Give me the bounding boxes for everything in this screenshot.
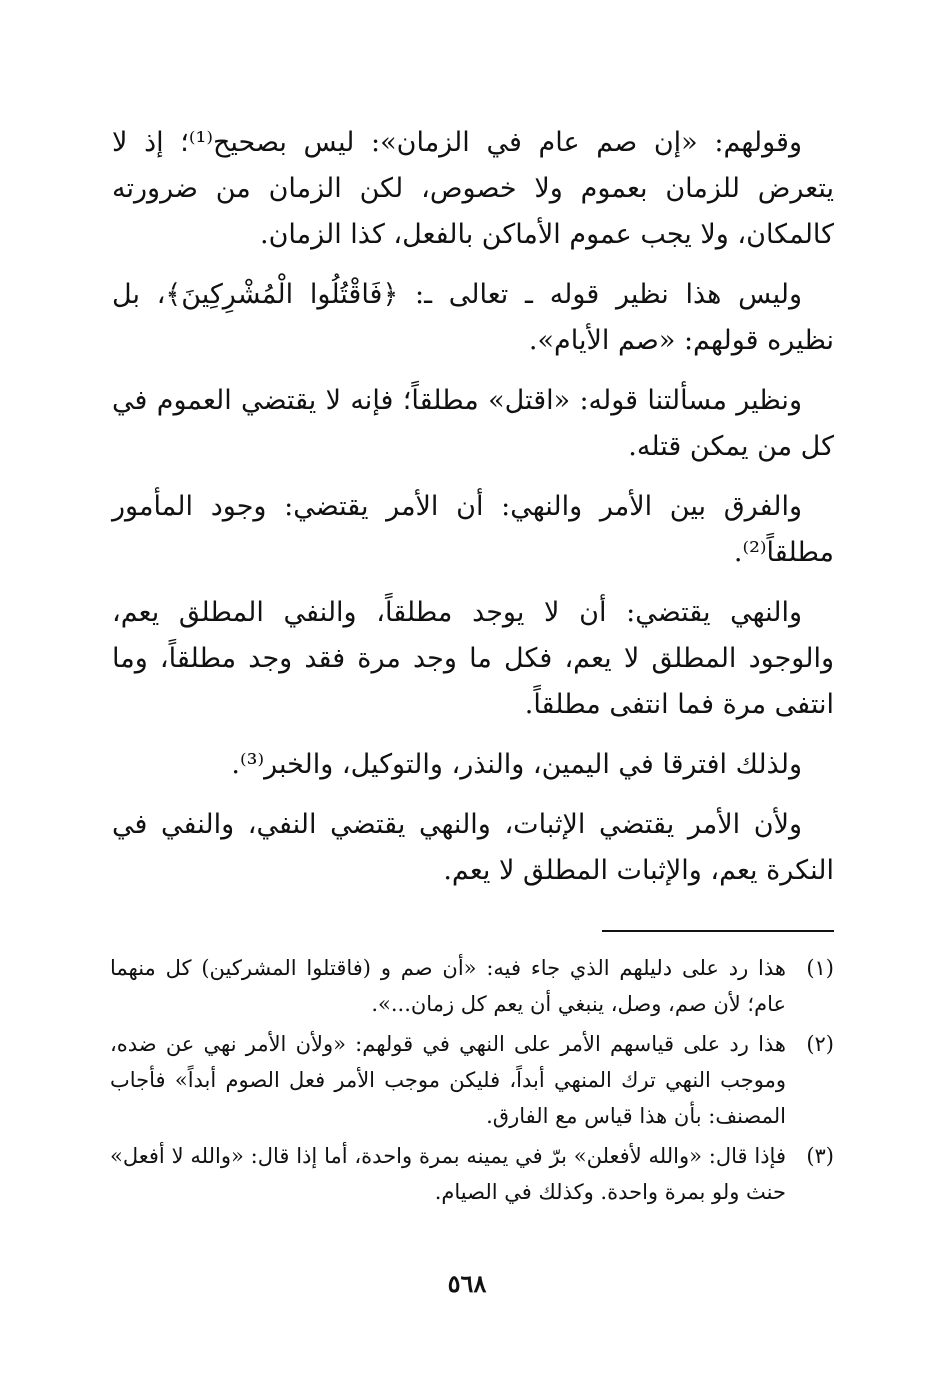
page-number: ٥٦٨ (447, 1269, 487, 1298)
footnote-2 (110, 1026, 834, 1134)
footnote-number: (٢) (806, 1032, 834, 1056)
footnote-text: هذا رد على دليلهم الذي جاء فيه: «أن صم و (فاقتلوا المشركين) كل منهما عام؛ لأن صم، وصل، ينبغي أن يعم كل زمان...». (110, 956, 786, 1016)
paragraph-3: ونظير مسألتنا قوله: «اقتل» مطلقاً؛ فإنه لا يقتضي العموم في كل من يمكن قتله. (112, 385, 834, 462)
footnote-text: هذا رد على قياسهم الأمر على النهي في قولهم: «ولأن الأمر نهي عن ضده، وموجب النهي ترك المنهي أبداً، فليكن موجب الأمر فعل الصوم أبداً» فأجاب المصنف: بأن هذا قياس مع الفارق. (110, 1032, 786, 1128)
footnote-number: (٣) (806, 1144, 834, 1168)
paragraph-5: والنهي يقتضي: أن لا يوجد مطلقاً، والنفي المطلق يعم، والوجود المطلق لا يعم، فكل ما وجد مرة فقد وجد مطلقاً، وما انتفى مرة فما انتفى مطلقاً. (112, 597, 834, 720)
footnotes (110, 950, 834, 1214)
paragraph-7: ولأن الأمر يقتضي الإثبات، والنهي يقتضي النفي، والنفي في النكرة يعم، والإثبات المطلق لا يعم. (112, 809, 834, 886)
footnote-1 (110, 950, 834, 1022)
paragraph-2: وليس هذا نظير قوله ـ تعالى ـ: ﴿فَاقْتُلُوا الْمُشْرِكِينَ﴾، بل نظيره قولهم: «صم الأيام». (112, 279, 834, 356)
footnote-number: (١) (806, 956, 834, 980)
paragraph-1: وقولهم: «إن صم عام في الزمان»: ليس بصحيح⁽¹⁾؛ إذ لا يتعرض للزمان بعموم ولا خصوص، لكن الزمان من ضرورته كالمكان، ولا يجب عموم الأماكن بالفعل، كذا الزمان. (112, 127, 834, 250)
footnote-text: فإذا قال: «والله لأفعلن» برّ في يمينه بمرة واحدة، أما إذا قال: «والله لا أفعل» حنث ولو بمرة واحدة. وكذلك في الصيام. (110, 1144, 786, 1204)
paragraph-4: والفرق بين الأمر والنهي: أن الأمر يقتضي: وجود المأمور مطلقاً⁽²⁾. (112, 491, 834, 568)
main-text (112, 120, 834, 908)
paragraph-6: ولذلك افترقا في اليمين، والنذر، والتوكيل، والخبر⁽³⁾. (231, 749, 802, 780)
footnote-3 (110, 1138, 834, 1210)
footnote-divider (602, 930, 834, 932)
